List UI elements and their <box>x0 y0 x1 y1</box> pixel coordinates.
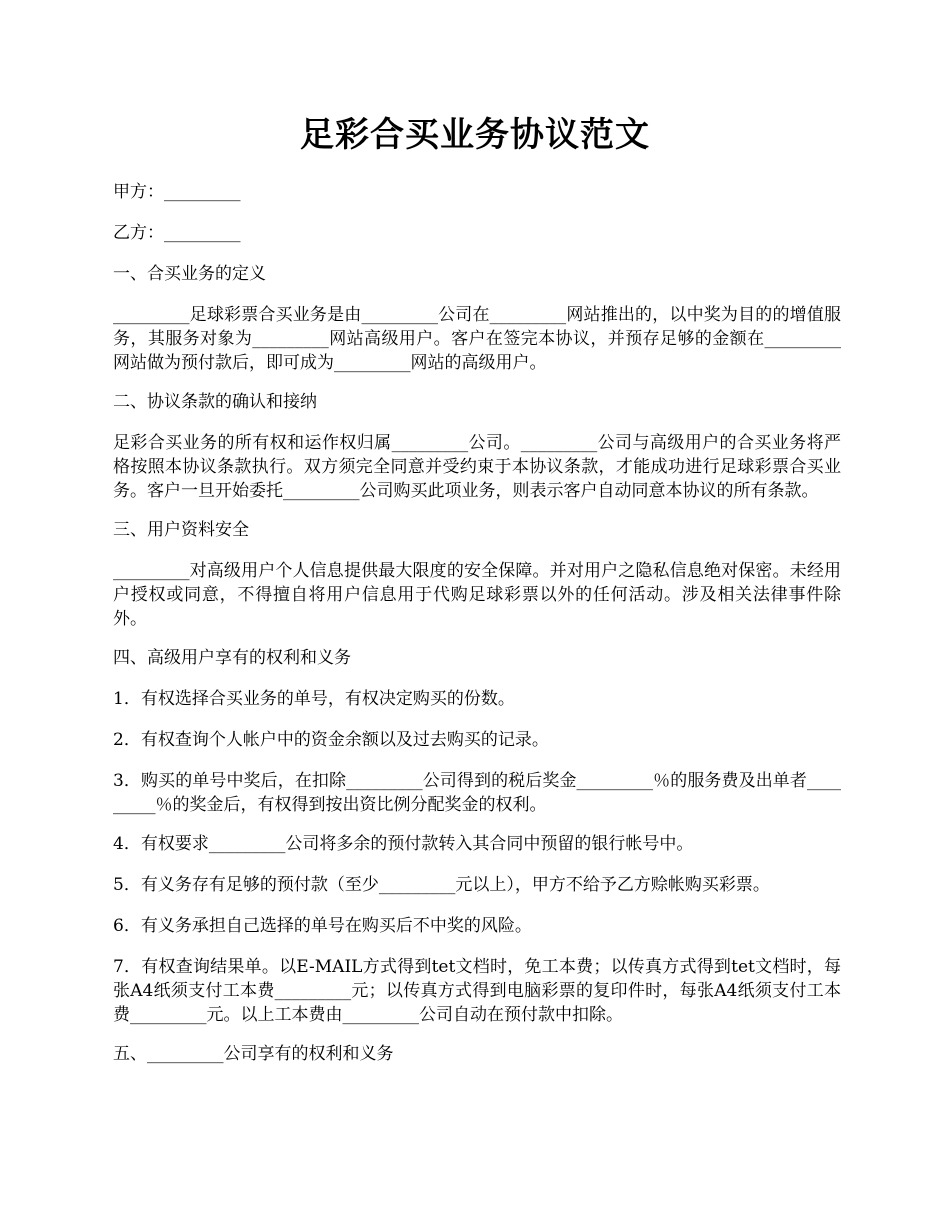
document-title: 足彩合买业务协议范文 <box>300 115 650 155</box>
list-item-6: 6．有义务承担自己选择的单号在购买后不中奖的风险。 <box>113 916 532 936</box>
list-item-2: 2．有权查询个人帐户中的资金余额以及过去购买的记录。 <box>113 730 549 750</box>
section-heading-3: 三、用户资料安全 <box>113 520 249 540</box>
list-item-4: 4．有权要求_________公司将多余的预付款转入其合同中预留的银行帐号中。 <box>113 834 694 854</box>
section-heading-2: 二、协议条款的确认和接纳 <box>113 392 317 412</box>
section-1-paragraph: _________足球彩票合买业务是由_________公司在_________网站推出的，以中奖为目的的增值服务，其服务对象为_________网站高级用户。客户在签完本协议，并预存足够的金额在_________网站做为预付款后，即可成为_________网站的高级用户。 <box>113 305 841 373</box>
section-heading-5: 五、_________公司享有的权利和义务 <box>113 1044 394 1064</box>
section-heading-1: 一、合买业务的定义 <box>113 264 266 284</box>
party-b-line: 乙方：_________ <box>113 223 241 243</box>
section-3-paragraph: _________对高级用户个人信息提供最大限度的安全保障。并对用户之隐私信息绝对保密。未经用户授权或同意，不得擅自将用户信息用于代购足球彩票以外的任何活动。涉及相关法律事件除外。 <box>113 561 841 629</box>
section-2-paragraph: 足彩合买业务的所有权和运作权归属_________公司。_________公司与高级用户的合买业务将严格按照本协议条款执行。双方须完全同意并受约束于本协议条款，才能成功进行足球彩票合买业务。客户一旦开始委托_________公司购买此项业务，则表示客户自动同意本协议的所有条款。 <box>113 433 841 501</box>
list-item-5: 5．有义务存有足够的预付款（至少_________元以上），甲方不给予乙方赊帐购买彩票。 <box>113 875 770 895</box>
section-heading-4: 四、高级用户享有的权利和义务 <box>113 648 351 668</box>
list-item-3: 3．购买的单号中奖后，在扣除_________公司得到的税后奖金_________％的服务费及出单者_________％的奖金后，有权得到按出资比例分配奖金的权利。 <box>113 771 841 815</box>
party-a-line: 甲方：_________ <box>113 182 241 202</box>
list-item-1: 1．有权选择合买业务的单号，有权决定购买的份数。 <box>113 689 515 709</box>
list-item-7: 7．有权查询结果单。以E-MAIL方式得到tet文档时，免工本费；以传真方式得到tet文档时，每张A4纸须支付工本费_________元；以传真方式得到电脑彩票的复印件时，每张A4纸须支付工本费_________元。以上工本费由_________公司自动在预付款中扣除。 <box>113 957 841 1025</box>
document-body <box>113 180 841 1083</box>
